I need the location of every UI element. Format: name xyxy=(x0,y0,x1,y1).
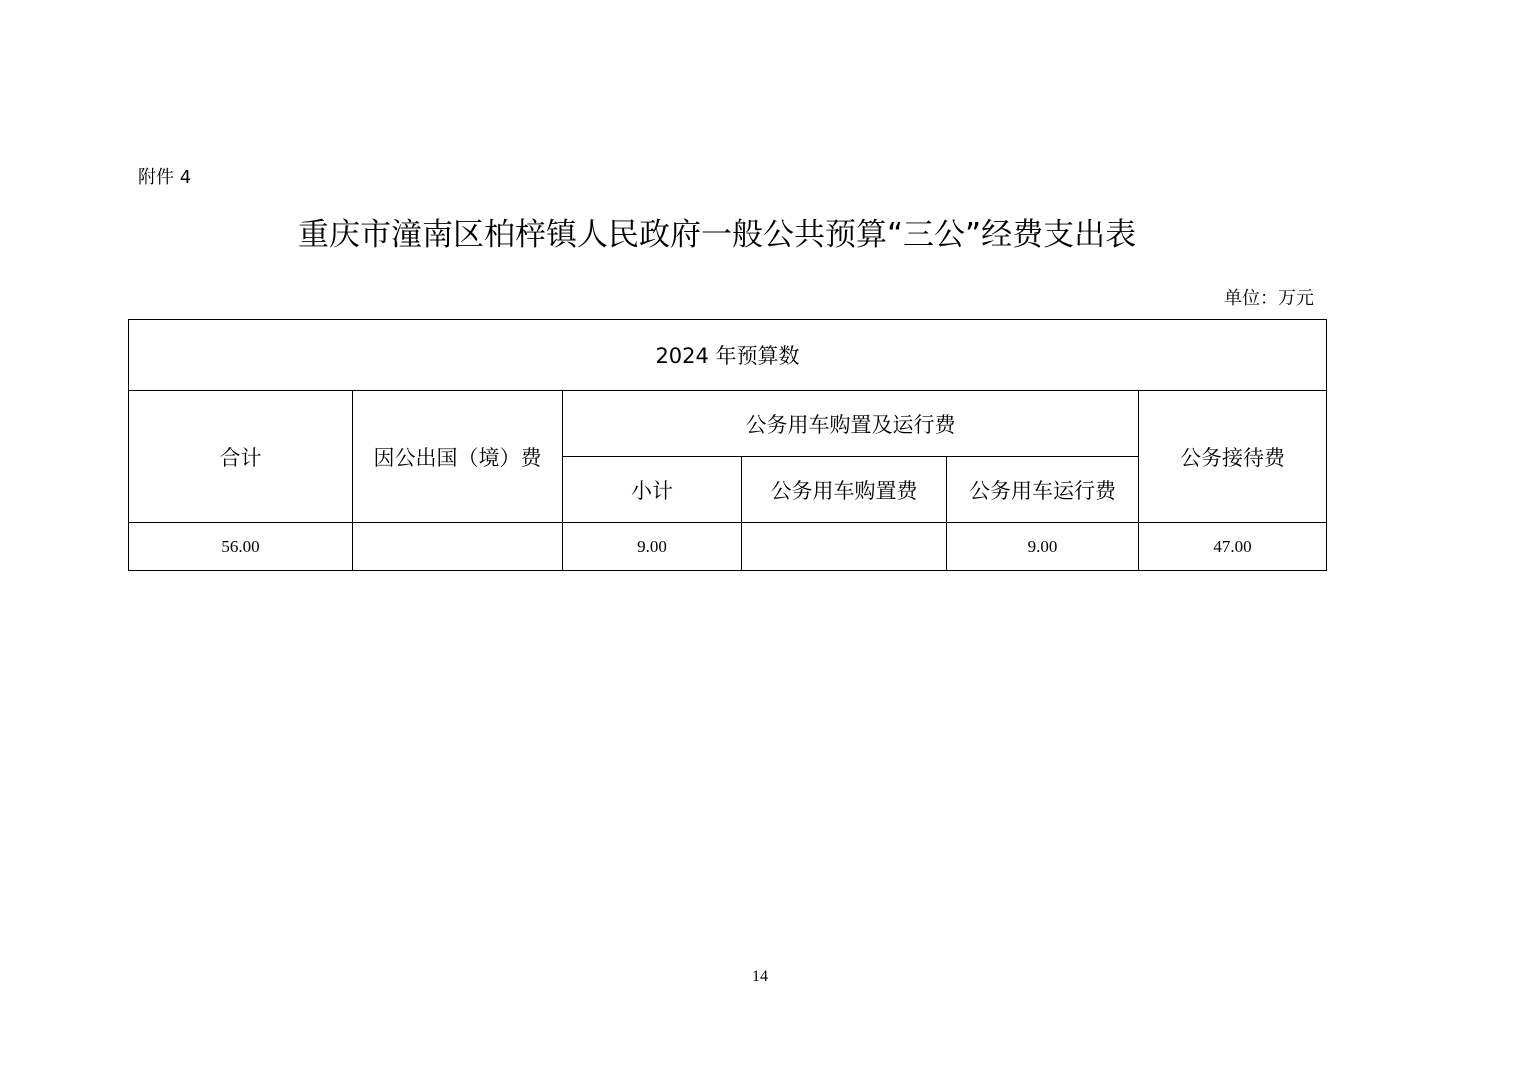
total-value-cell: 56.00 xyxy=(129,523,353,571)
table-row xyxy=(129,523,1327,571)
document-title: 重庆市潼南区柏梓镇人民政府一般公共预算“三公”经费支出表 xyxy=(298,217,1137,253)
reception-value-cell: 47.00 xyxy=(1139,523,1327,571)
table-header-row-main xyxy=(129,391,1327,457)
unit-label: 单位：万元 xyxy=(1224,288,1314,309)
budget-table xyxy=(128,319,1327,571)
overseas-header-cell: 因公出国（境）费 xyxy=(353,391,563,523)
reception-header-cell: 公务接待费 xyxy=(1139,391,1327,523)
vehicle-operation-header-cell: 公务用车运行费 xyxy=(947,457,1139,523)
vehicle-subtotal-value-cell: 9.00 xyxy=(563,523,742,571)
vehicle-subtotal-header-cell: 小计 xyxy=(563,457,742,523)
vehicle-group-header-cell: 公务用车购置及运行费 xyxy=(563,391,1139,457)
year-header-cell: 2024 年预算数 xyxy=(129,320,1327,391)
attachment-label: 附件 4 xyxy=(138,167,192,188)
overseas-value-cell xyxy=(353,523,563,571)
vehicle-purchase-value-cell xyxy=(742,523,947,571)
table-header-row-year xyxy=(129,320,1327,391)
vehicle-operation-value-cell: 9.00 xyxy=(947,523,1139,571)
page-number: 14 xyxy=(752,968,768,985)
total-header-cell: 合计 xyxy=(129,391,353,523)
vehicle-purchase-header-cell: 公务用车购置费 xyxy=(742,457,947,523)
